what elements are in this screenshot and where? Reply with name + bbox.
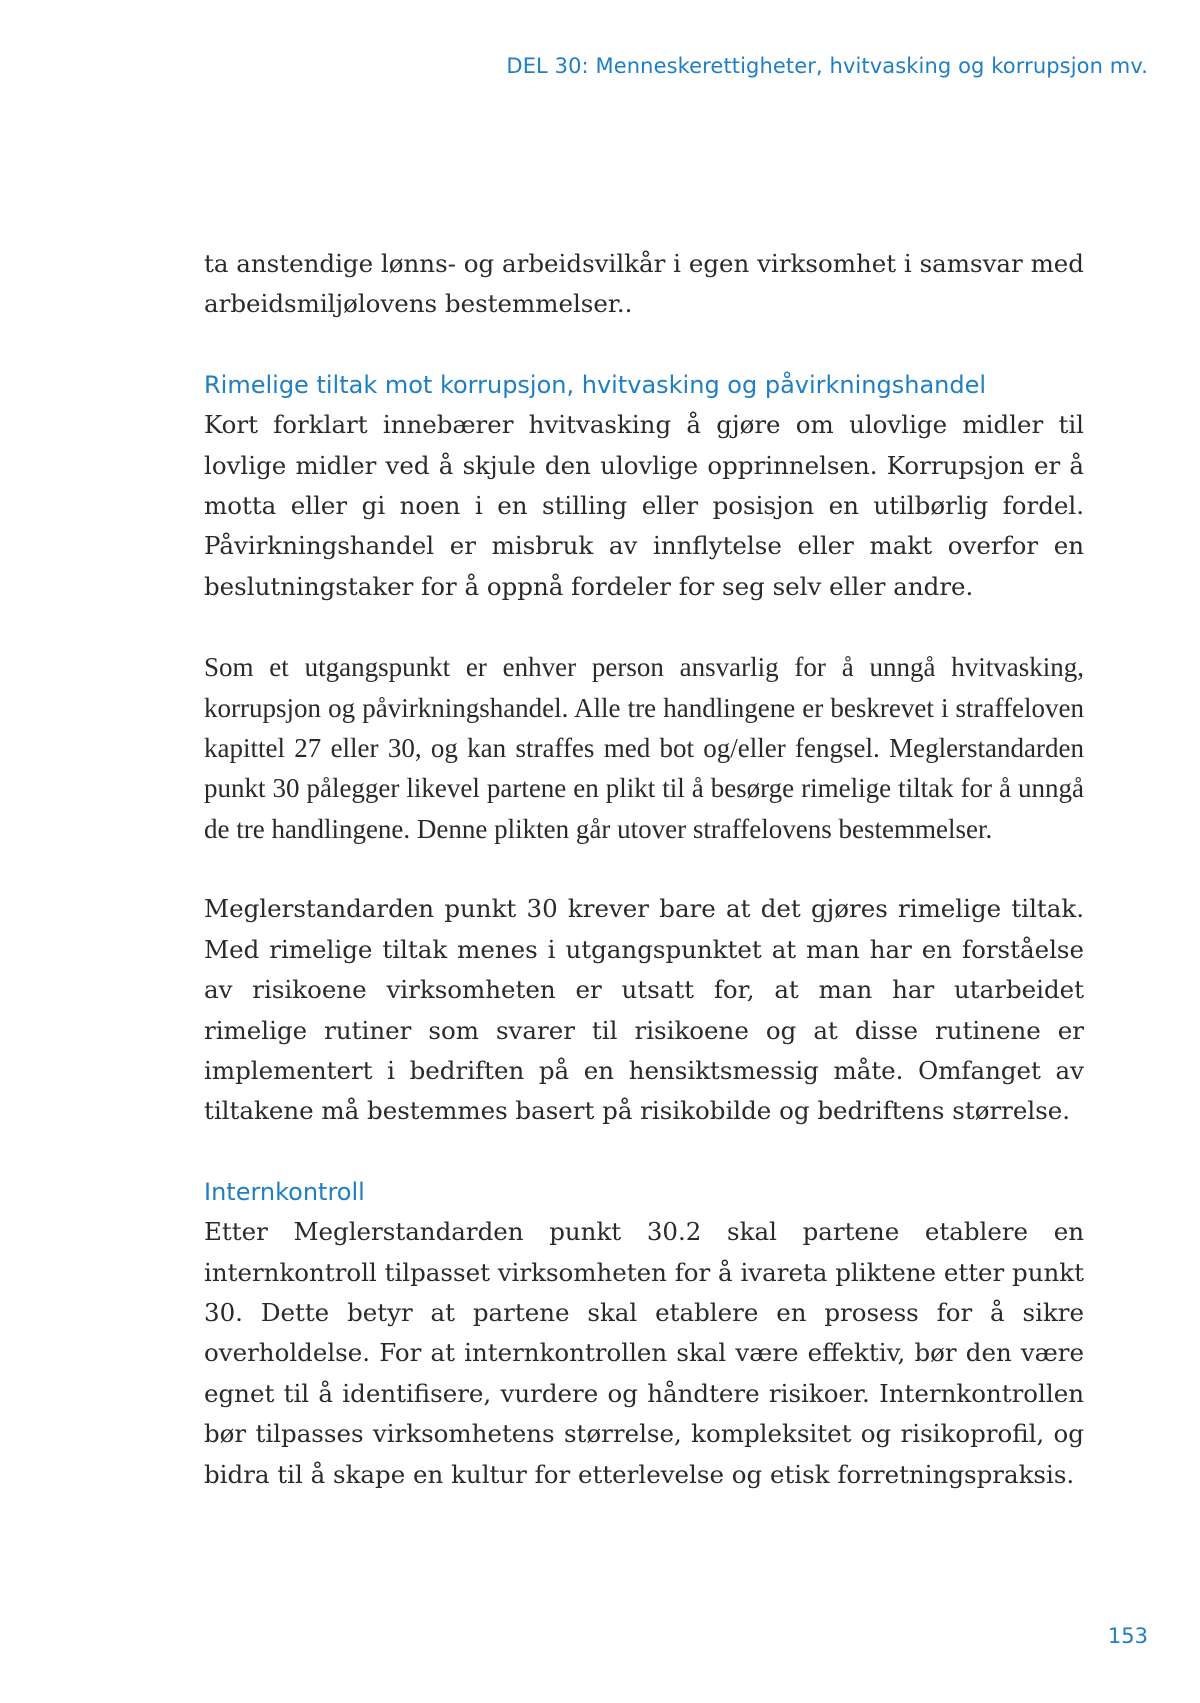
section-heading-internal-control: Internkontroll	[204, 1177, 365, 1206]
paragraph-reasonable-measures: Meglerstandarden punkt 30 krever bare at det gjøres rimelige tiltak. Med rimelige tiltak menes i utgangspunktet at man har en forståelse av risikoene virksomheten er utsatt for, at man har utarbeidet rimelige rutiner som svarer til risikoene og at disse rutinene er implementert i bedriften på en hensiktsmessig måte. Omfanget av tiltakene må bestemmes basert på risikobilde og bedriftens størrelse.	[204, 894, 1084, 1126]
page-number: 153	[1107, 1624, 1148, 1648]
paragraph-definitions: Kort forklart innebærer hvitvasking å gjøre om ulovlige midler til lovlige midler ved å skjule den ulovlige opprinnelsen. Korrupsjon er å motta eller gi noen i en stilling eller posisjon en utilbørlig fordel. Påvirkningshandel er misbruk av innflytelse eller makt overfor en beslutningstaker for å oppnå fordeler for seg selv eller andre.	[204, 410, 1084, 601]
paragraph-responsibility: Som et utgangspunkt er enhver person ansvarlig for å unngå hvitvasking, korrupsjon og påvirkningshandel. Alle tre handlingene er beskrevet i straffeloven kapittel 27 eller 30, og kan straffes med bot og/eller fengsel. Meglerstandarden punkt 30 pålegger likevel partene en plikt til å besørge rimelige tiltak for å unngå de tre handlingene. Denne plikten går utover straffelovens bestemmelser.	[204, 652, 1084, 844]
spacer	[204, 1132, 1084, 1172]
intro-paragraph: ta anstendige lønns- og arbeidsvilkår i egen virksomhet i samsvar med arbeidsmiljølovens bestemmelser..	[204, 249, 1084, 319]
spacer	[204, 849, 1084, 889]
page-body	[204, 244, 1084, 1495]
spacer	[204, 325, 1084, 365]
section-heading-corruption: Rimelige tiltak mot korrupsjon, hvitvasking og påvirkningshandel	[204, 370, 987, 399]
spacer	[204, 607, 1084, 647]
paragraph-internal-control: Etter Meglerstandarden punkt 30.2 skal partene etablere en internkontroll tilpasset virksomheten for å ivareta pliktene etter punkt 30. Dette betyr at partene skal etablere en prosess for å sikre overholdelse. For at internkontrollen skal være effektiv, bør den være egnet til å identifisere, vurdere og håndtere risikoer. Internkontrollen bør tilpasses virksomhetens størrelse, kompleksitet og risikoprofil, og bidra til å skape en kultur for etterlevelse og etisk forretningspraksis.	[204, 1217, 1084, 1489]
running-head: DEL 30: Menneskerettigheter, hvitvasking og korrupsjon mv.	[506, 54, 1148, 78]
